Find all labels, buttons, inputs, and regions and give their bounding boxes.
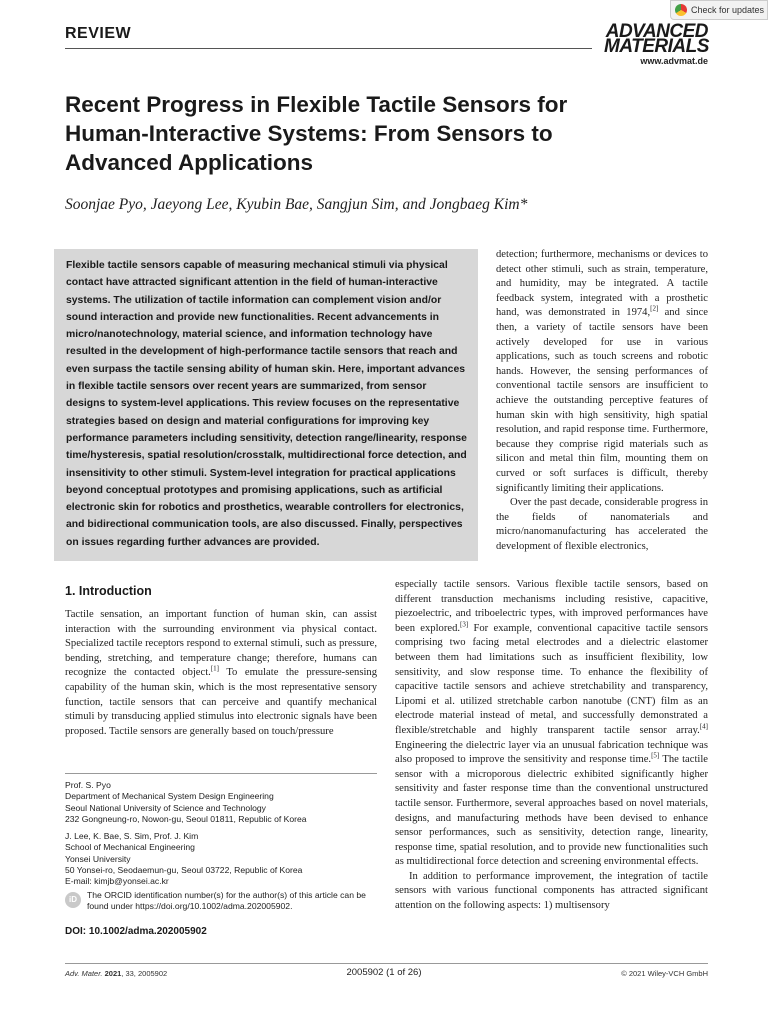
paragraph: In addition to performance improvement, the integration of tactile sensors with various functional components has attracted significant attention on the following aspects: 1) multisensory [395, 870, 708, 912]
doi-link[interactable]: DOI: 10.1002/adma.202005902 [65, 926, 207, 937]
orcid-note-text[interactable]: The ORCID identification number(s) for the author(s) of this article can be found under https://doi.org/10.1002/adma.202005902. [87, 890, 366, 912]
check-updates-label: Check for updates [691, 5, 765, 15]
affiliation-divider [65, 773, 377, 774]
paragraph: especially tactile sensors. Various flexible tactile sensors, based on different transduction mechanisms including resistive, capacitive, piezoelectric, and triboelectric types, with improved performances have been explored.[3] For example, conventional capacitive tactile sensors comprising two facing metal electrodes and a dielectric elastomer between them had limitations such as insufficient flexibility, low sensitivity, and slow response time. To enhance the flexibility of capacitive tactile sensors and achieve stretchability and transparency, Lipomi et al. utilized stretchable carbon nanotube (CNT) film as an electrode material instead of metal, and successfully demonstrated a flexible/stretchable and highly transparent tactile sensor array.[4] Engineering the dielectric layer via an unusual fabrication technique was also proposed to improve the sensitivity and response time.[5] The tactile sensor with a microporous dielectric exhibited significantly higher sensitivity and faster response time than the conventional unstructured tactile sensor. Furthermore, several approaches based on novel materials, designs, and manufacturing methods have been devised to enhance sensor performances, such as sensitivity, detection range, linearity, response time, spatial resolution, and to provide new functionalities such as multidirectional force detection and screening environmental effects. [395, 579, 708, 868]
abstract-text: Flexible tactile sensors capable of measuring mechanical stimuli via physical contact have attracted significant attention in the field of human-interactive systems. The utilization of tactile information can complement vision and/or sound interaction and provide new functionalities. Recent advancements in micro/nanotechnology, material science, and information technology have resulted in the development of high-performance tactile sensors that reach and even surpass the tactile sensing ability of human skin. Here, important advances in flexible tactile sensors over recent years are summarized, from sensor designs to system-level applications. This review focuses on the representative strategies based on design and material configurations for improving key performance parameters including sensitivity, detection range/linearity, response time/hysteresis, spatial resolution/crosstalk, multidirectional force detection, and insensitivity to other stimuli. System-level integration for practical applications beyond conceptual prototypes and promising applications, such as artificial electronic skin for robotics and prosthetics, wearable controllers for electronics, and bidirectional communication tools, are also discussed. Finally, perspectives on issues regarding further advances are provided. [66, 260, 467, 548]
body-left-column [65, 608, 377, 739]
corresponding-email[interactable]: E-mail: kimjb@yonsei.ac.kr [65, 876, 169, 887]
check-for-updates-button[interactable] [670, 0, 768, 20]
paragraph: detection; furthermore, mechanisms or devices to detect other stimuli, such as strain, temperature, and humidity, may be integrated. A tactile feedback system, integrated with a prosthetic hand, was demonstrated in 1974,[2] and since then, a variety of tactile sensors have been actively developed for use in various applications, such as touch screens and robotic hands. However, the sensing performances of conventional tactile sensors are insufficient to achieve the outstanding perceptive features of human skin with high sensitivity, high spatial resolution, and rapid response time. Furthermore, because they comprise rigid materials such as silicon and metal thin film, mounting them on curved or soft surfaces is difficult, thereby significantly limiting their applications. [496, 249, 708, 494]
logo-line-1: ADVANCED [605, 21, 708, 42]
body-right-column-top [496, 248, 708, 554]
check-updates-icon [675, 4, 687, 16]
journal-logo [604, 21, 709, 57]
journal-website-link[interactable]: www.advmat.de [640, 56, 708, 66]
affiliation-name: Prof. S. Pyo [65, 780, 111, 790]
footer-year: 2021 [104, 969, 122, 978]
footer-divider [65, 963, 708, 964]
affiliation-dept: Department of Mechanical System Design Engineering [65, 791, 274, 802]
affiliation-univ: Seoul National University of Science and Technology [65, 802, 266, 813]
orcid-icon: iD [65, 892, 81, 908]
logo-line-2: MATERIALS [604, 36, 709, 57]
orcid-note [65, 890, 385, 913]
author-list: Soonjae Pyo, Jaeyong Lee, Kyubin Bae, Sangjun Sim, and Jongbaeg Kim* [65, 196, 528, 213]
footer-journal: Adv. Mater. [65, 969, 103, 978]
article-title: Recent Progress in Flexible Tactile Sensors for Human-Interactive Systems: From Sensors to Advanced Applications [65, 92, 568, 175]
reference-link[interactable]: [3] [460, 620, 469, 629]
reference-link[interactable]: [1] [210, 664, 219, 673]
header-divider [65, 48, 592, 49]
reference-link[interactable]: [2] [650, 304, 659, 313]
page-number: 2005902 (1 of 26) [346, 967, 422, 978]
affiliation-dept: School of Mechanical Engineering [65, 842, 195, 853]
affiliation-address: 50 Yonsei-ro, Seodaemun-gu, Seoul 03722, Republic of Korea [65, 865, 303, 876]
affiliation-name: J. Lee, K. Bae, S. Sim, Prof. J. Kim [65, 831, 199, 842]
body-right-column-bottom [395, 578, 708, 914]
section-label: REVIEW [65, 25, 132, 42]
section-heading-introduction: 1. Introduction [65, 584, 152, 598]
reference-link[interactable]: [5] [651, 751, 660, 760]
paragraph: Tactile sensation, an important function of human skin, can assist interaction with the surrounding environment via physical contact. Specialized tactile receptors respond to external stimuli, such as pressure, bending, stretching, and temperature change; therefore, humans can recognize the contacted object.[1] To emulate the pressure-sensing capability of the human skin, which is the most representative sensory function, tactile sensors that can perceive and quantify mechanical stimuli by transducing applied stimulus into electronic signals have been proposed. Tactile sensors are generally based on touch/pressure [65, 609, 377, 737]
affiliation-address: 232 Gongneung-ro, Nowon-gu, Seoul 01811, Republic of Korea [65, 813, 307, 824]
affiliation-univ: Yonsei University [65, 853, 131, 864]
footer-copyright: © 2021 Wiley-VCH GmbH [621, 969, 708, 978]
reference-link[interactable]: [4] [699, 722, 708, 731]
footer-volume: , 33, 2005902 [121, 969, 168, 978]
paragraph: Over the past decade, considerable progress in the fields of nanomaterials and micro/nanomanufacturing has accelerated the development of flexible electronics, [496, 497, 708, 552]
affiliations [65, 780, 385, 894]
